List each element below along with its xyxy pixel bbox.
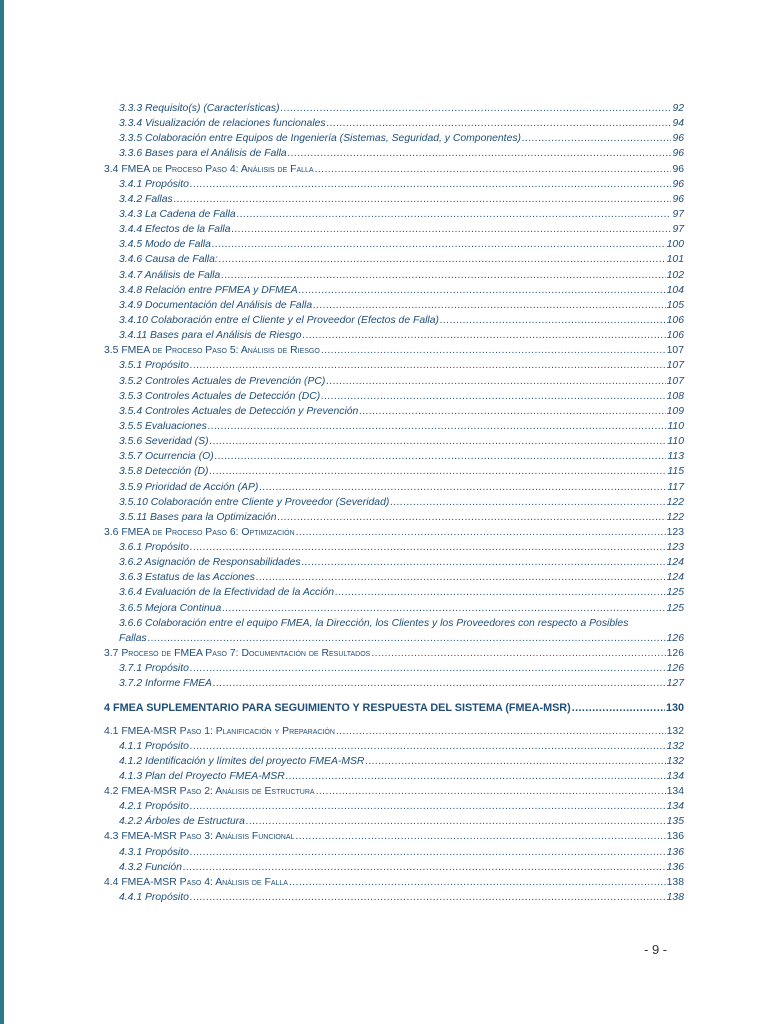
toc-page-number: 104 (666, 284, 684, 296)
dot-leader (281, 101, 672, 116)
toc-entry[interactable] (104, 328, 684, 343)
toc-page-number: 126 (666, 632, 684, 644)
toc-entry[interactable] (104, 116, 684, 131)
toc-entry-label: 3.4.10 Colaboración entre el Cliente y el Proveedor (Efectos de Falla) (119, 314, 439, 326)
toc-entry-label: 3.4.4 Efectos de la Falla (119, 224, 231, 236)
toc-page-number: 105 (666, 299, 684, 311)
toc-entry[interactable] (104, 222, 684, 237)
dot-leader (326, 374, 665, 389)
dot-leader (259, 480, 666, 495)
toc-entry-label: 4.1.3 Plan del Proyecto FMEA-MSR (119, 770, 285, 782)
toc-entry[interactable] (104, 252, 684, 267)
toc-entry-label (104, 875, 288, 890)
dot-leader (303, 328, 666, 343)
dot-leader (190, 845, 666, 860)
toc-page-number: 127 (666, 678, 684, 690)
toc-entry-label (104, 646, 370, 661)
toc-entry[interactable] (104, 860, 684, 875)
toc-entry-label: 4.2.2 Árboles de Estructura (119, 816, 245, 828)
toc-entry[interactable] (104, 268, 684, 283)
toc-entry[interactable] (104, 389, 684, 404)
toc-section-entry[interactable] (104, 646, 684, 661)
toc-page-number: 136 (666, 846, 684, 858)
toc-entry-label: 3.6.6 Colaboración entre el equipo FMEA, la Dirección, los Clientes y los Proveedores con respecto a Posibles (119, 617, 629, 629)
toc-entry-label (104, 829, 294, 844)
toc-page-number: 136 (666, 861, 684, 873)
toc-entry[interactable] (104, 434, 684, 449)
toc-page-number: 100 (666, 239, 684, 251)
toc-entry[interactable] (104, 845, 684, 860)
toc-entry-label: 3.4.8 Relación entre PFMEA y DFMEA (119, 284, 298, 296)
toc-section-title: Paso 1: Planificación y Preparación (179, 725, 335, 737)
toc-page-number: 92 (672, 102, 684, 114)
dot-leader (296, 525, 666, 540)
dot-leader (365, 754, 665, 769)
toc-page-number: 107 (666, 375, 684, 387)
toc-entry-label: 4 FMEA SUPLEMENTARIO PARA SEGUIMIENTO Y RESPUESTA DEL SISTEMA (FMEA-MSR) (104, 701, 571, 714)
toc-section-entry[interactable] (104, 162, 684, 177)
toc-entry[interactable] (104, 101, 684, 116)
toc-section-number: 4.3 FMEA-MSR (104, 831, 180, 843)
toc-page-number: 107 (666, 360, 684, 372)
dot-leader (208, 419, 667, 434)
toc-entry-label: 3.4.2 Fallas (119, 193, 173, 205)
dot-leader (215, 449, 667, 464)
toc-page-number: 132 (666, 725, 684, 737)
toc-entry[interactable] (104, 480, 684, 495)
dot-leader (190, 890, 666, 905)
toc-entry[interactable] (104, 890, 684, 905)
toc-section-title: Paso 2: Análisis de Estructura (179, 786, 315, 798)
toc-entry[interactable] (104, 754, 684, 769)
toc-entry-label: 3.5.1 Propósito (119, 360, 189, 372)
toc-entry[interactable] (104, 769, 684, 784)
dot-leader (183, 860, 666, 875)
toc-page-number: 138 (666, 892, 684, 904)
toc-entry-label: 3.4.1 Propósito (119, 178, 189, 190)
toc-entry[interactable] (104, 374, 684, 389)
toc-section-entry[interactable] (104, 724, 684, 739)
toc-entry[interactable] (104, 419, 684, 434)
toc-entry-label (104, 525, 295, 540)
dot-leader (572, 700, 665, 716)
dot-leader (321, 389, 665, 404)
toc-entry-label: 3.6.4 Evaluación de la Efectividad de la Acción (119, 587, 335, 599)
dot-leader (335, 585, 666, 600)
toc-entry[interactable] (104, 464, 684, 479)
dot-leader (222, 601, 665, 616)
toc-entry-label: 4.4.1 Propósito (119, 892, 189, 904)
toc-page-number: 126 (666, 663, 684, 675)
toc-entry[interactable] (104, 555, 684, 570)
dot-leader (288, 146, 672, 161)
toc-page-number: 94 (672, 118, 684, 130)
toc-entry-label: 4.3.2 Función (119, 861, 182, 873)
toc-entry-label: 3.7.1 Propósito (119, 663, 189, 675)
toc-entry-label: 3.6.1 Propósito (119, 542, 189, 554)
toc-section-entry[interactable] (104, 875, 684, 890)
toc-page-number: 101 (666, 254, 684, 266)
toc-page-number: 97 (672, 224, 684, 236)
toc-page-number: 109 (666, 405, 684, 417)
toc-section-entry[interactable] (104, 343, 684, 358)
toc-page-number: 96 (672, 193, 684, 205)
toc-page-number: 132 (666, 755, 684, 767)
toc-page-number: 96 (672, 133, 684, 145)
toc-entry[interactable] (104, 449, 684, 464)
toc-entry[interactable] (104, 283, 684, 298)
toc-page-number: 106 (666, 330, 684, 342)
toc-entry-label: 3.5.9 Prioridad de Acción (AP) (119, 481, 259, 493)
dot-leader (210, 464, 667, 479)
toc-entry-label: 3.3.5 Colaboración entre Equipos de Ingeniería (Sistemas, Seguridad, y Componentes) (119, 133, 522, 145)
dot-leader (190, 739, 666, 754)
toc-section-number: 3.7 (104, 648, 122, 660)
toc-entry[interactable] (104, 495, 684, 510)
dot-leader (256, 570, 666, 585)
toc-entry[interactable] (104, 616, 684, 646)
toc-page-number: 96 (672, 148, 684, 160)
toc-section-title: de Proceso Paso 4: Análisis de Falla (152, 163, 314, 175)
toc-page-number: 134 (666, 801, 684, 813)
toc-entry[interactable] (104, 313, 684, 328)
toc-page-number: 123 (666, 542, 684, 554)
toc-section-title: Paso 4: Análisis de Falla (179, 876, 288, 888)
toc-entry-label: 3.7.2 Informe FMEA (119, 678, 212, 690)
toc-page-number: 122 (666, 511, 684, 523)
toc-section-number: 4.2 FMEA-MSR (104, 786, 180, 798)
toc-page-number: 108 (666, 390, 684, 402)
dot-leader (231, 222, 671, 237)
page-edge-rule (0, 0, 4, 1024)
toc-page-number: 125 (666, 587, 684, 599)
toc-page-number: 136 (666, 831, 684, 843)
dot-leader (299, 283, 666, 298)
toc-page-number: 126 (666, 648, 684, 660)
dot-leader (522, 131, 671, 146)
dot-leader (336, 724, 666, 739)
toc-entry-label (104, 162, 314, 177)
toc-entry-label: 3.6.3 Estatus de las Acciones (119, 572, 255, 584)
toc-section-entry[interactable] (104, 784, 684, 799)
toc-entry[interactable] (104, 601, 684, 616)
toc-entry[interactable] (104, 570, 684, 585)
toc-entry-label (104, 724, 335, 739)
toc-page-number: 138 (666, 876, 684, 888)
dot-leader (148, 631, 666, 646)
toc-entry-label: 4.1.1 Propósito (119, 740, 189, 752)
toc-section-number: 3.6 FMEA (104, 526, 153, 538)
toc-entry[interactable] (104, 192, 684, 207)
dot-leader (327, 116, 672, 131)
toc-section-entry[interactable] (104, 830, 684, 845)
toc-page-number: 134 (666, 770, 684, 782)
toc-entry[interactable] (104, 661, 684, 676)
dot-leader (190, 177, 672, 192)
toc-entry[interactable] (104, 814, 684, 829)
toc-page-number: 117 (667, 481, 684, 493)
toc-section-title: de Proceso Paso 6: Optimización (152, 526, 295, 538)
dot-leader (237, 207, 672, 222)
toc-entry[interactable] (104, 207, 684, 222)
toc-page-number: 102 (666, 269, 684, 281)
toc-page-number: 135 (666, 816, 684, 828)
toc-entry-label: 4.2.1 Propósito (119, 801, 189, 813)
toc-entry-label: 3.5.5 Evaluaciones (119, 420, 207, 432)
toc-entry-label (104, 343, 320, 358)
dot-leader (315, 162, 672, 177)
toc-section-number: 3.5 FMEA (104, 345, 153, 357)
dot-leader (219, 252, 666, 267)
dot-leader (213, 676, 666, 691)
toc-page-number: 124 (666, 572, 684, 584)
toc-page-number: 125 (666, 602, 684, 614)
toc-section-title: de Proceso Paso 5: Análisis de Riesgo (152, 345, 320, 357)
dot-leader (212, 237, 666, 252)
toc-entry-label (104, 784, 315, 799)
toc-entry-label: Fallas (119, 632, 147, 644)
toc-entry-label: 3.4.9 Documentación del Análisis de Falla (119, 299, 313, 311)
dot-leader (359, 404, 665, 419)
toc-entry-label: 3.6.2 Asignación de Responsabilidades (119, 557, 301, 569)
dot-leader (221, 268, 665, 283)
toc-section-entry[interactable] (104, 525, 684, 540)
toc-entry[interactable] (104, 358, 684, 373)
toc-page-number: 97 (672, 208, 684, 220)
dot-leader (174, 192, 672, 207)
toc-entry[interactable] (104, 298, 684, 313)
toc-entry[interactable] (104, 237, 684, 252)
toc-entry[interactable] (104, 586, 684, 601)
toc-page-number: 96 (672, 178, 684, 190)
toc-page-number: 134 (666, 786, 684, 798)
toc-entry[interactable] (104, 404, 684, 419)
dot-leader (289, 875, 666, 890)
toc-section-number: 4.4 FMEA-MSR (104, 876, 180, 888)
toc-entry-label: 3.5.3 Controles Actuales de Detección (DC) (119, 390, 321, 402)
toc-entry[interactable] (104, 177, 684, 192)
toc-entry-label: 3.5.4 Controles Actuales de Detección y Prevención (119, 405, 359, 417)
toc-entry-label: 3.5.10 Colaboración entre Cliente y Proveedor (Severidad) (119, 496, 390, 508)
dot-leader (313, 298, 666, 313)
toc-page-number: 110 (667, 420, 684, 432)
toc-entry[interactable] (104, 146, 684, 161)
toc-page-number: 123 (666, 526, 684, 538)
toc-entry-label: 3.3.3 Requisito(s) (Características) (119, 102, 280, 114)
toc-entry-label: 3.4.7 Análisis de Falla (119, 269, 221, 281)
table-of-contents (104, 101, 684, 905)
toc-entry-label: 3.3.6 Bases para el Análisis de Falla (119, 148, 287, 160)
toc-entry[interactable] (104, 540, 684, 555)
dot-leader (190, 358, 666, 373)
toc-entry[interactable] (104, 799, 684, 814)
dot-leader (246, 814, 666, 829)
toc-section-number: 3.4 FMEA (104, 163, 153, 175)
toc-page-number: 110 (667, 436, 684, 448)
dot-leader (390, 495, 665, 510)
toc-page-number: 130 (665, 701, 684, 714)
toc-entry-label: 3.4.11 Bases para el Análisis de Riesgo (119, 330, 302, 342)
toc-entry[interactable] (104, 739, 684, 754)
toc-entry-label: 3.5.2 Controles Actuales de Prevención (PC) (119, 375, 326, 387)
dot-leader (190, 661, 666, 676)
dot-leader (295, 829, 665, 844)
dot-leader (321, 343, 666, 358)
toc-chapter-entry[interactable] (104, 700, 684, 716)
toc-entry[interactable] (104, 131, 684, 146)
toc-entry-label: 3.4.6 Causa de Falla: (119, 254, 218, 266)
toc-entry-label: 3.5.6 Severidad (S) (119, 436, 209, 448)
toc-entry-label: 3.3.4 Visualización de relaciones funcionales (119, 118, 326, 130)
toc-section-title: Paso 3: Análisis Funcional (179, 831, 295, 843)
toc-page-number: 122 (666, 496, 684, 508)
toc-entry-label: 3.5.7 Ocurrencia (O) (119, 451, 214, 463)
toc-entry[interactable] (104, 510, 684, 525)
toc-entry-label: 4.1.2 Identificación y límites del proyecto FMEA-MSR (119, 755, 365, 767)
toc-section-number: 4.1 FMEA-MSR (104, 725, 180, 737)
toc-page-number: 106 (666, 314, 684, 326)
dot-leader (440, 313, 666, 328)
toc-entry-label: 3.4.3 La Cadena de Falla (119, 208, 236, 220)
toc-entry-label: 3.5.11 Bases para la Optimización (119, 511, 277, 523)
dot-leader (190, 799, 666, 814)
toc-section-title: Proceso de FMEA Paso 7: Documentación de Resultados (121, 648, 371, 660)
dot-leader (277, 510, 665, 525)
dot-leader (371, 646, 665, 661)
toc-entry[interactable] (104, 676, 684, 691)
toc-entry-label: 3.6.5 Mejora Continua (119, 602, 222, 614)
toc-entry-label: 3.4.5 Modo de Falla (119, 239, 211, 251)
dot-leader (210, 434, 667, 449)
dot-leader (316, 784, 666, 799)
dot-leader (190, 540, 666, 555)
toc-page-number: 113 (667, 451, 684, 463)
toc-page-number: 115 (667, 466, 684, 478)
toc-page-number: 132 (666, 740, 684, 752)
toc-page-number: 96 (672, 163, 684, 175)
dot-leader (286, 769, 666, 784)
toc-page-number: 124 (666, 557, 684, 569)
toc-entry-label: 4.3.1 Propósito (119, 846, 189, 858)
toc-page-number: 107 (666, 345, 684, 357)
toc-entry-label: 3.5.8 Detección (D) (119, 466, 209, 478)
page-number: - 9 - (644, 942, 668, 957)
dot-leader (302, 555, 666, 570)
